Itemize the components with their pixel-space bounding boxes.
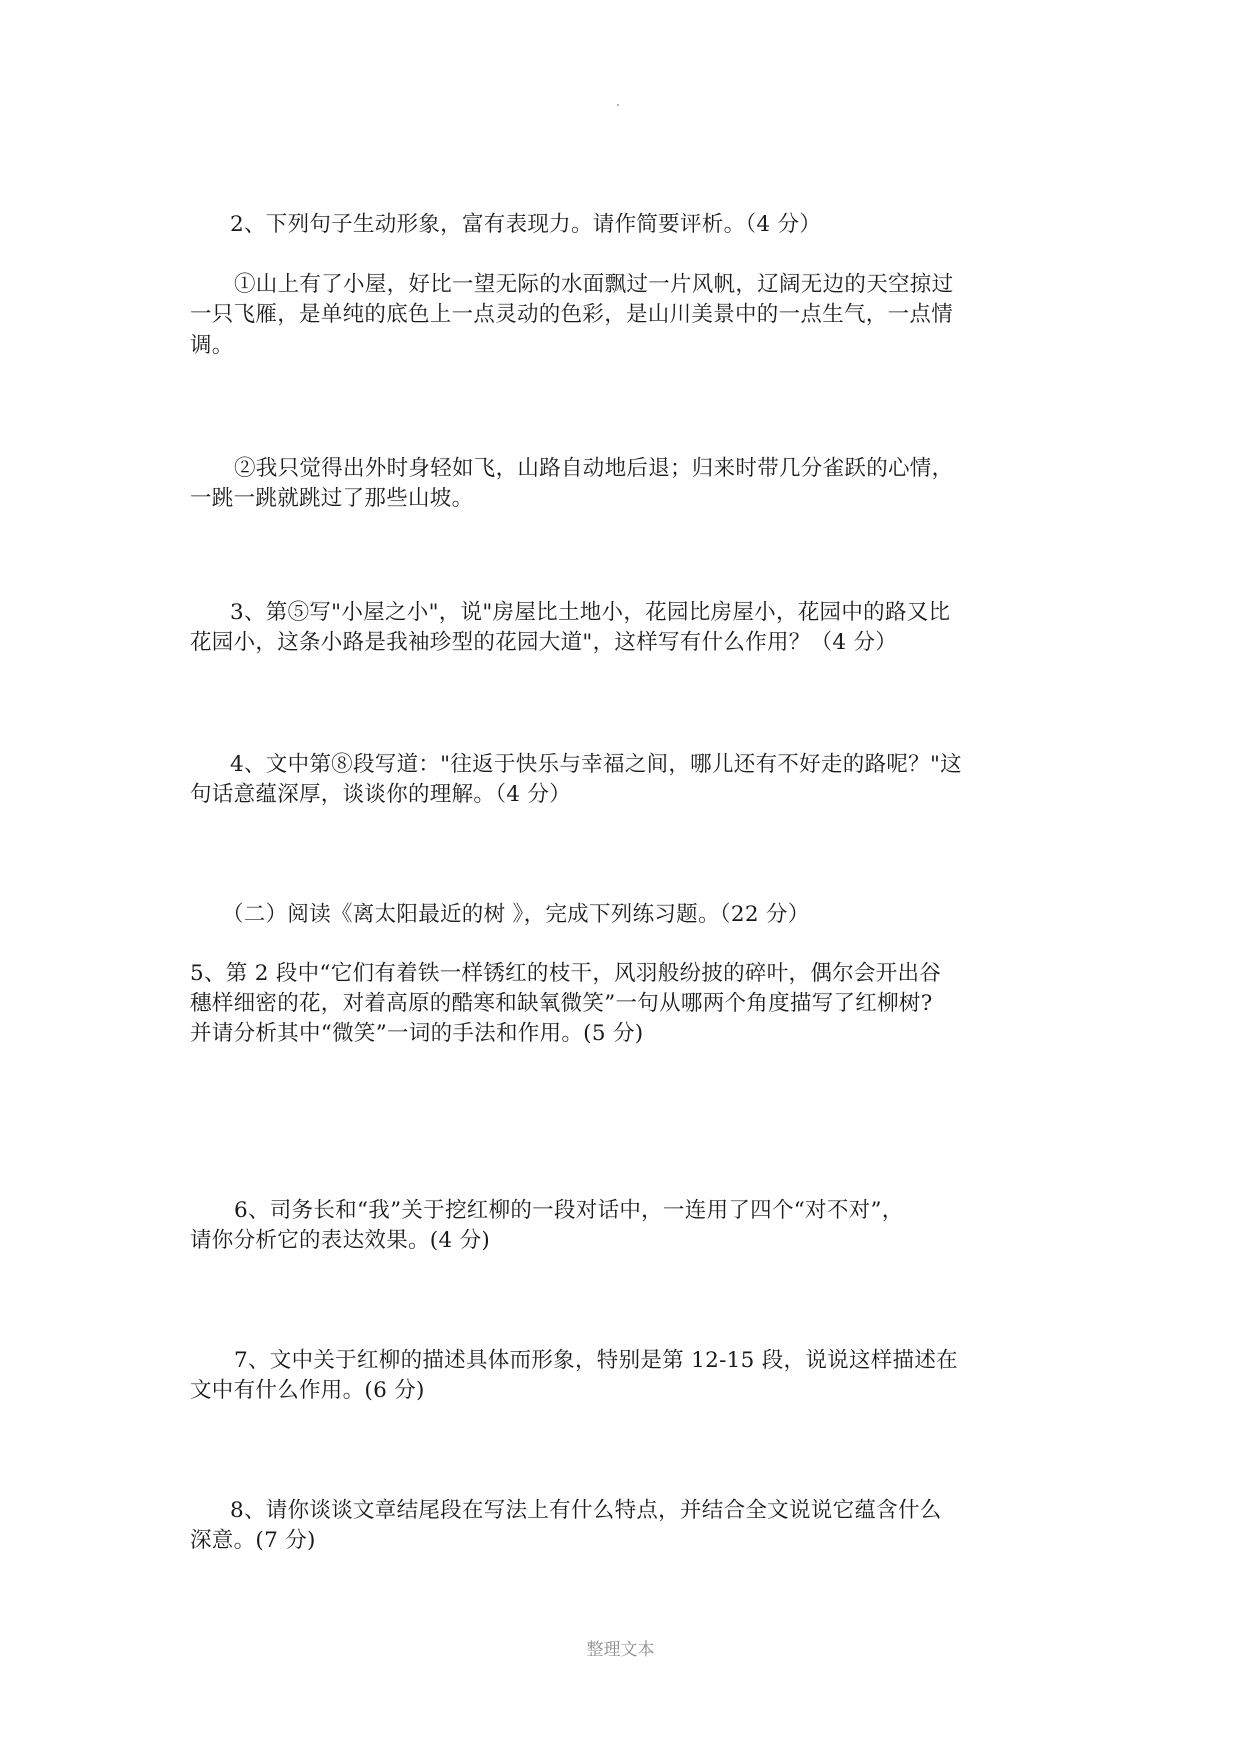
question-3-line-1: 3、第⑤写"小屋之小"，说"房屋比土地小，花园比房屋小，花园中的路又比 bbox=[230, 600, 951, 625]
question-5-line-2: 穗样细密的花，对着高原的酷寒和缺氧微笑”一句从哪两个角度描写了红柳树? bbox=[190, 991, 933, 1016]
question-2-sentence-2-line-1: ②我只觉得出外时身轻如飞，山路自动地后退；归来时带几分雀跃的心情， bbox=[234, 456, 954, 481]
question-2-sentence-1-line-2: 一只飞雁，是单纯的底色上一点灵动的色彩，是山川美景中的一点生气，一点情 bbox=[190, 302, 954, 327]
question-2-sentence-2-line-2: 一跳一跳就跳过了那些山坡。 bbox=[190, 486, 474, 511]
question-5-line-1: 5、第 2 段中“它们有着铁一样锈红的枝干，风羽般纷披的碎叶，偶尔会开出谷 bbox=[190, 961, 942, 986]
question-8-line-2: 深意。(7 分) bbox=[190, 1528, 316, 1553]
question-2-line-1: 2、下列句子生动形象，富有表现力。请作简要评析。（4 分） bbox=[230, 212, 822, 237]
question-5-line-3: 并请分析其中“微笑”一词的手法和作用。(5 分) bbox=[190, 1021, 644, 1046]
question-4-line-1: 4、文中第⑧段写道："往返于快乐与幸福之间，哪儿还有不好走的路呢？"这 bbox=[230, 752, 962, 777]
question-7-line-1: 7、文中关于红柳的描述具体而形象，特别是第 12-15 段，说说这样描述在 bbox=[234, 1348, 958, 1373]
page-footer: 整理文本 bbox=[586, 1640, 655, 1660]
question-2-sentence-1-line-1: ①山上有了小屋，好比一望无际的水面飘过一片风帆，辽阔无边的天空掠过 bbox=[234, 272, 954, 297]
question-8-line-1: 8、请你谈谈文章结尾段在写法上有什么特点，并结合全文说说它蕴含什么 bbox=[230, 1498, 942, 1523]
question-3-line-2: 花园小，这条小路是我袖珍型的花园大道"，这样写有什么作用？（4 分） bbox=[190, 630, 898, 655]
question-6-line-1: 6、司务长和“我”关于挖红柳的一段对话中，一连用了四个“对不对”， bbox=[234, 1198, 904, 1223]
question-6-line-2: 请你分析它的表达效果。(4 分) bbox=[190, 1228, 491, 1253]
question-2-sentence-1-line-3: 调。 bbox=[190, 333, 234, 358]
question-7-line-2: 文中有什么作用。(6 分) bbox=[190, 1378, 425, 1403]
question-4-line-2: 句话意蕴深厚，谈谈你的理解。（4 分） bbox=[190, 782, 571, 807]
header-dot bbox=[617, 104, 619, 106]
section-2-heading-line: （二）阅读《离太阳最近的树 》，完成下列练习题。（22 分） bbox=[222, 902, 810, 927]
